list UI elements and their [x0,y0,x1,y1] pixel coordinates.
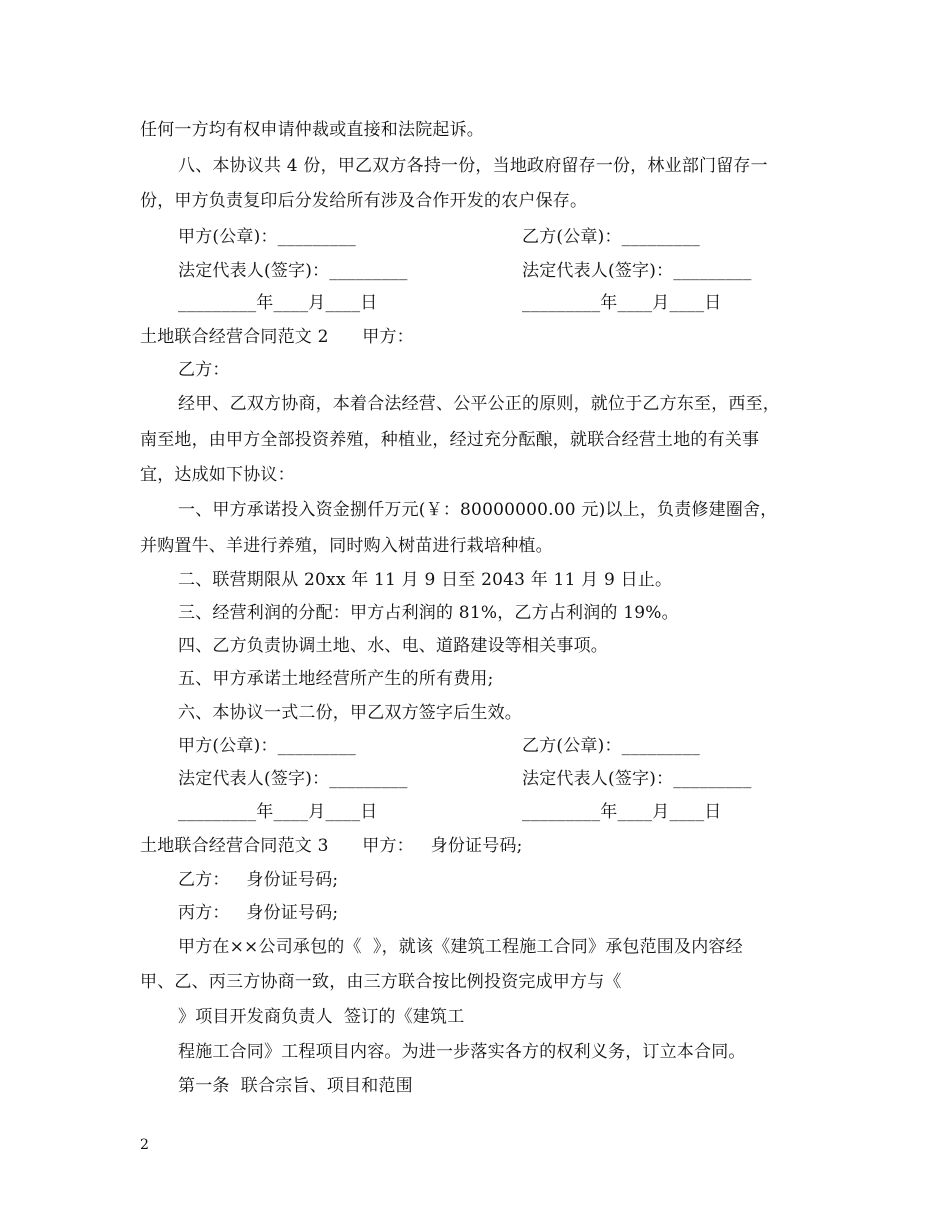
paragraph-line: 乙方： [178,360,230,380]
paragraph-line: 五、甲方承诺土地经营所产生的所有费用; [178,669,494,689]
party-b-date-field: _________年____月____日 [522,293,722,313]
section-heading: 土地联合经营合同范文 3 甲方： 身份证号码; [140,836,523,856]
party-b-representative-field: 法定代表人(签字)：_________ [522,769,752,789]
paragraph-line: 南至地，由甲方全部投资养殖，种植业，经过充分酝酿，就联合经营土地的有关事 [140,430,760,450]
paragraph-line: 经甲、乙双方协商，本着合法经营、公平公正的原则，就位于乙方东至，西至， [178,394,780,414]
party-a-seal-field: 甲方(公章)：_________ [178,736,356,756]
paragraph-line: 四、乙方负责协调土地、水、电、道路建设等相关事项。 [178,636,608,656]
paragraph-line: 二、联营期限从 20xx 年 11 月 9 日至 2043 年 11 月 9 日止。 [178,570,673,590]
paragraph-line: 并购置牛、羊进行养殖，同时购入树苗进行栽培种植。 [140,536,553,556]
page-number: 2 [140,1137,149,1153]
paragraph-line: 乙方： 身份证号码; [178,870,339,890]
party-b-representative-field: 法定代表人(签字)：_________ [522,261,752,281]
paragraph-line: 》项目开发商负责人 签订的《建筑工 [178,1007,465,1027]
section-heading: 土地联合经营合同范文 2 甲方： [140,327,414,347]
paragraph-line: 八、本协议共 4 份，甲乙双方各持一份，当地政府留存一份，林业部门留存一 [178,156,768,176]
paragraph-line: 第一条 联合宗旨、项目和范围 [178,1076,413,1096]
paragraph-line: 宜，达成如下协议： [140,465,295,485]
paragraph-line: 三、经营利润的分配：甲方占利润的 81%，乙方占利润的 19%。 [178,603,679,623]
paragraph-line: 任何一方均有权申请仲裁或直接和法院起诉。 [140,120,484,140]
paragraph-line: 丙方： 身份证号码; [178,903,339,923]
paragraph-line: 程施工合同》工程项目内容。为进一步落实各方的权利义务，订立本合同。 [178,1042,746,1062]
party-b-seal-field: 乙方(公章)：_________ [522,227,700,247]
paragraph-line: 甲、乙、丙三方协商一致，由三方联合按比例投资完成甲方与《 [140,972,622,992]
party-a-date-field: _________年____月____日 [178,802,378,822]
paragraph-line: 六、本协议一式二份，甲乙双方签字后生效。 [178,703,522,723]
party-a-date-field: _________年____月____日 [178,293,378,313]
paragraph-line: 份，甲方负责复印后分发给所有涉及合作开发的农户保存。 [140,191,588,211]
party-b-date-field: _________年____月____日 [522,802,722,822]
party-a-representative-field: 法定代表人(签字)：_________ [178,261,408,281]
paragraph-line: 一、甲方承诺投入资金捌仟万元(￥：80000000.00 元)以上，负责修建圈舍， [178,500,778,520]
party-b-seal-field: 乙方(公章)：_________ [522,736,700,756]
party-a-seal-field: 甲方(公章)：_________ [178,227,356,247]
paragraph-line: 甲方在××公司承包的《 》，就该《建筑工程施工合同》承包范围及内容经 [178,937,743,957]
party-a-representative-field: 法定代表人(签字)：_________ [178,769,408,789]
